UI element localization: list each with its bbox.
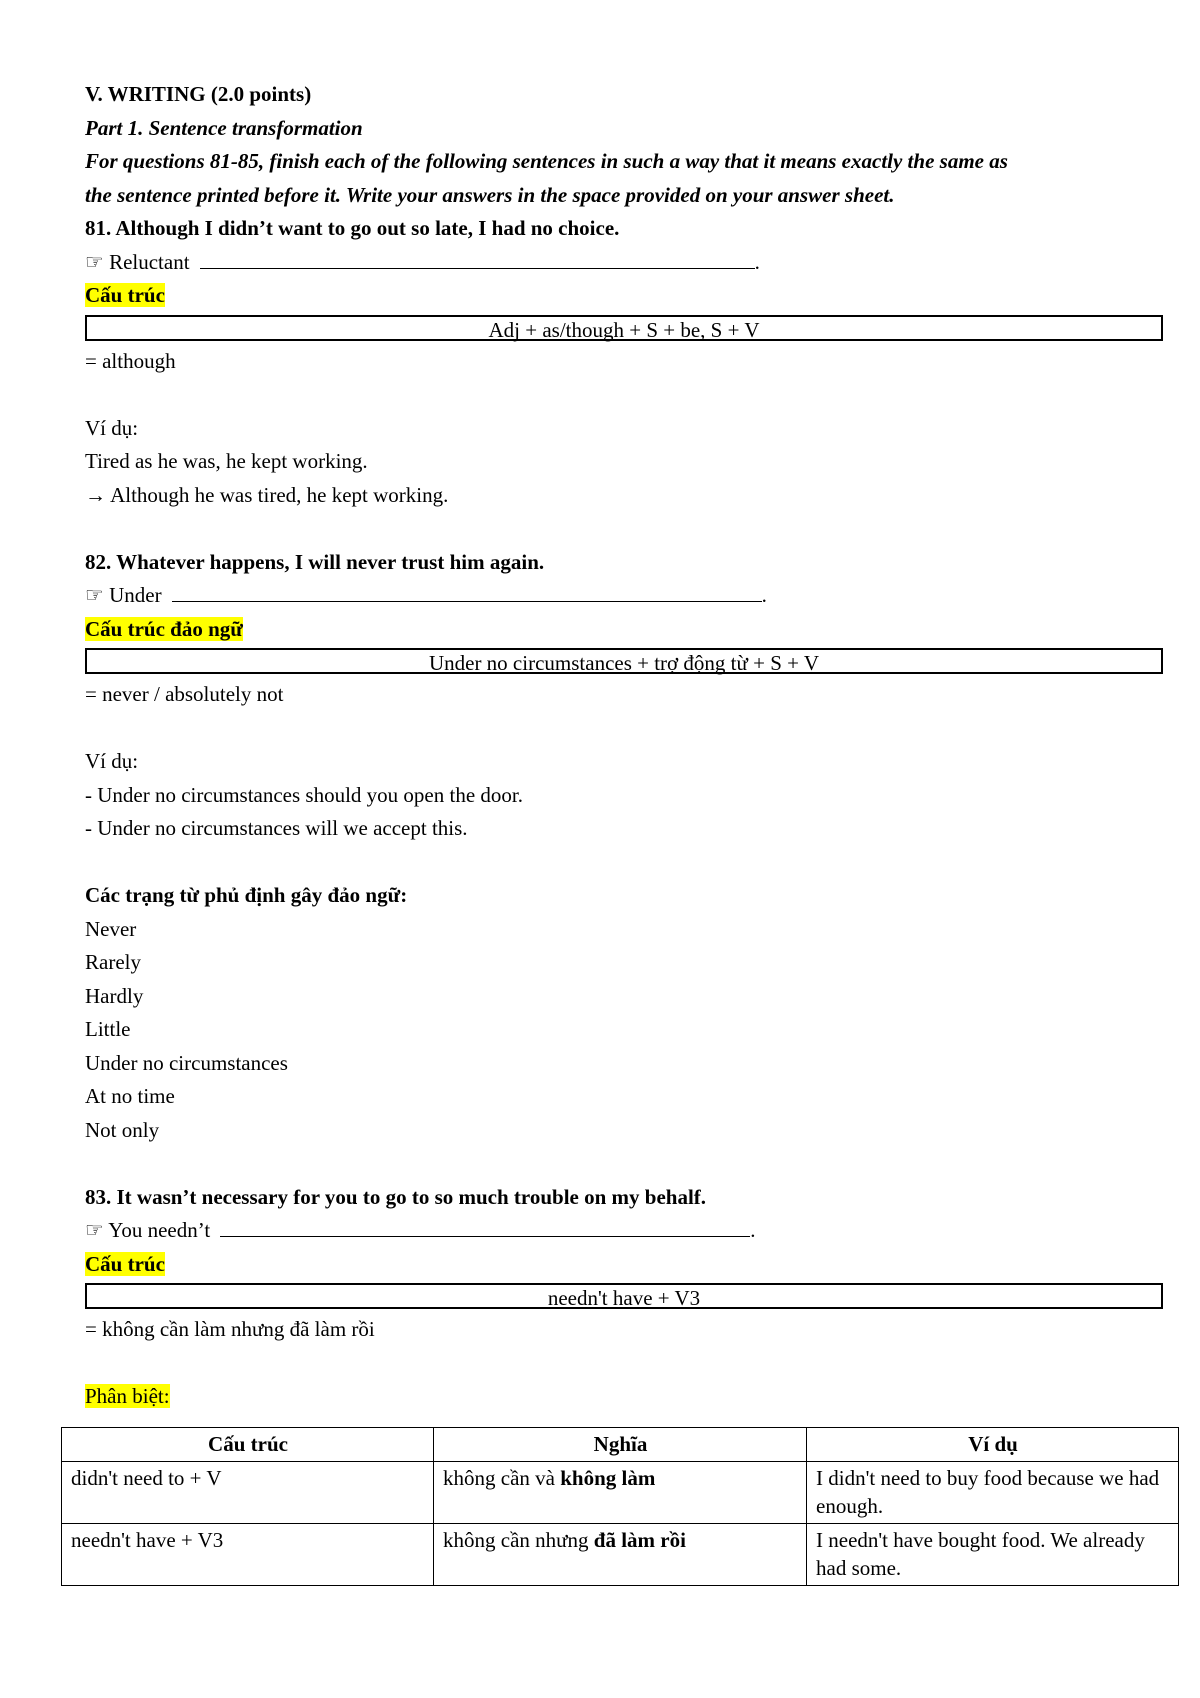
- part-title: Part 1. Sentence transformation: [85, 115, 363, 140]
- table-header-row: [62, 1428, 1179, 1462]
- answer-prompt-81: [85, 246, 1165, 280]
- meaning-83: = không cần làm nhưng đã làm rồi: [85, 1317, 375, 1341]
- answer-blank-81[interactable]: [200, 248, 755, 269]
- example-label-82: Ví dụ:: [85, 749, 139, 773]
- adverb-item: Rarely: [85, 950, 141, 974]
- table-cell-meaning: [434, 1462, 807, 1524]
- table-cell-structure: didn't need to + V: [62, 1462, 434, 1524]
- prompt-82-end: .: [761, 583, 767, 607]
- meaning-bold-text: đã làm rồi: [593, 1528, 686, 1552]
- adverb-item: Under no circumstances: [85, 1050, 288, 1075]
- prompt-81-text: ☞ Reluctant: [85, 249, 190, 274]
- table-header-meaning: Nghĩa: [434, 1428, 807, 1462]
- structure-label-83-text: Cấu trúc: [85, 1251, 165, 1276]
- prompt-81-end: .: [754, 249, 760, 274]
- structure-label-83: [85, 1248, 1165, 1282]
- example-label-81: Ví dụ:: [85, 415, 139, 440]
- answer-prompt-83: [85, 1214, 1165, 1248]
- table-row: [62, 1462, 1179, 1524]
- formula-box-81: Adj + as/though + S + be, S + V: [85, 315, 1163, 341]
- document-page: [85, 78, 1165, 1414]
- prompt-82-text: ☞ Under: [85, 583, 162, 607]
- adverb-item: Not only: [85, 1117, 160, 1142]
- adverb-item: Hardly: [85, 983, 144, 1008]
- meaning-81: = although: [85, 348, 176, 373]
- table-cell-structure: needn't have + V3: [62, 1524, 434, 1586]
- formula-box-82: Under no circumstances + trợ động từ + S + V: [85, 648, 1163, 674]
- structure-label-82: [85, 613, 1165, 647]
- question-83: 83. It wasn’t necessary for you to go to so much trouble on my behalf.: [85, 1184, 707, 1209]
- answer-blank-83[interactable]: [220, 1216, 750, 1237]
- structure-label-81: [85, 279, 1165, 313]
- structure-label-82-text: Cấu trúc đảo ngữ: [85, 616, 243, 641]
- example-82-2: - Under no circumstances will we accept this.: [85, 816, 468, 840]
- table-header-example: Ví dụ: [807, 1428, 1179, 1462]
- distinguish-label: [85, 1380, 1165, 1414]
- instructions-line-1: For questions 81-85, finish each of the following sentences in such a way that it means exactly the same as: [85, 149, 1008, 173]
- meaning-bold-text: không làm: [560, 1466, 656, 1490]
- meaning-text: không cần và: [443, 1466, 561, 1490]
- adverbs-title: Các trạng từ phủ định gây đảo ngữ:: [85, 883, 408, 907]
- section-title: V. WRITING (2.0 points): [85, 82, 312, 106]
- instructions-line-2: the sentence printed before it. Write your answers in the space provided on your answer sheet.: [85, 182, 895, 207]
- table-cell-meaning: [434, 1524, 807, 1586]
- prompt-83-end: .: [750, 1218, 756, 1242]
- adverb-item: Never: [85, 916, 137, 941]
- meaning-82: = never / absolutely not: [85, 682, 284, 706]
- distinguish-label-text: Phân biệt:: [85, 1384, 170, 1408]
- example-81-1: Tired as he was, he kept working.: [85, 449, 368, 473]
- formula-box-83: needn't have + V3: [85, 1283, 1163, 1309]
- prompt-83-text: ☞ You needn’t: [85, 1218, 211, 1242]
- example-82-1: - Under no circumstances should you open the door.: [85, 782, 523, 807]
- table-header-structure: Cấu trúc: [62, 1428, 434, 1462]
- example-81-2: → Although he was tired, he kept working.: [85, 482, 449, 507]
- table-cell-example: I didn't need to buy food because we had enough.: [807, 1462, 1179, 1524]
- table-cell-example: I needn't have bought food. We already had some.: [807, 1524, 1179, 1586]
- comparison-table: [61, 1427, 1179, 1586]
- adverb-item: At no time: [85, 1084, 175, 1108]
- adverb-item: Little: [85, 1017, 131, 1041]
- answer-prompt-82: [85, 579, 1165, 613]
- table-row: [62, 1524, 1179, 1586]
- question-81: 81. Although I didn’t want to go out so late, I had no choice.: [85, 216, 620, 240]
- answer-blank-82[interactable]: [172, 581, 762, 602]
- meaning-text: không cần nhưng: [443, 1528, 594, 1552]
- structure-label-81-text: Cấu trúc: [85, 283, 165, 307]
- question-82: 82. Whatever happens, I will never trust him again.: [85, 549, 545, 574]
